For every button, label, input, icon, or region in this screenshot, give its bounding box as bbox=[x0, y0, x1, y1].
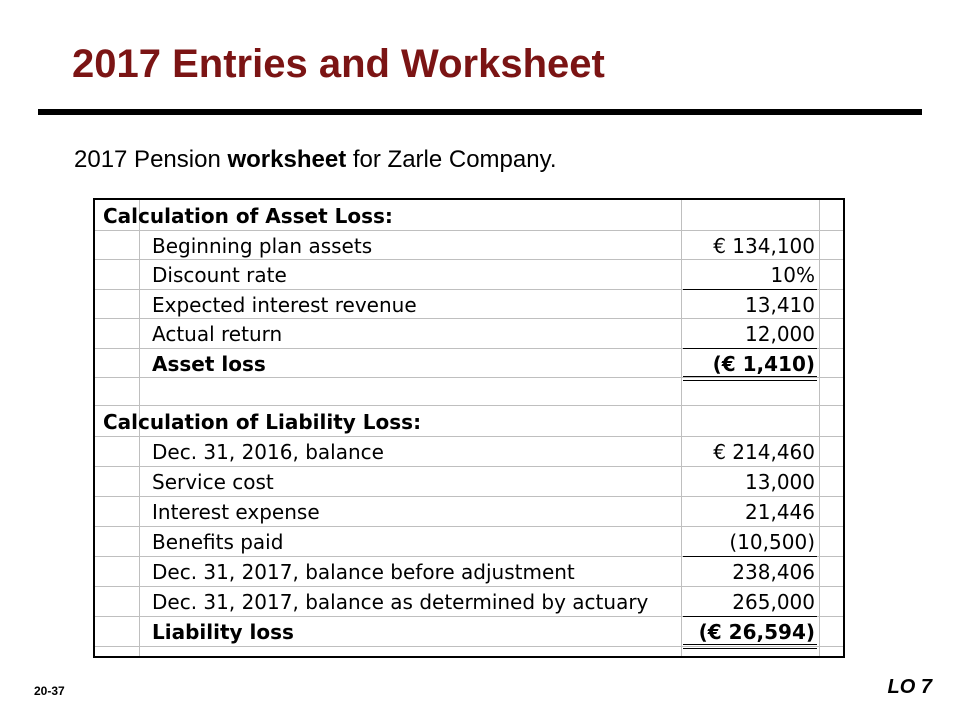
grid-row bbox=[95, 496, 843, 497]
asset-section-header: Calculation of Asset Loss: bbox=[103, 204, 393, 228]
liability-loss-label: Liability loss bbox=[152, 620, 294, 644]
liability-row-label: Service cost bbox=[152, 470, 274, 494]
grid-row bbox=[95, 318, 843, 319]
pension-worksheet bbox=[93, 198, 845, 658]
liability-row-value: 21,446 bbox=[745, 500, 815, 524]
asset-row-label: Beginning plan assets bbox=[152, 234, 373, 258]
liability-row-label: Dec. 31, 2016, balance bbox=[152, 440, 384, 464]
liability-row-label: Interest expense bbox=[152, 500, 320, 524]
asset-row-label: Actual return bbox=[152, 322, 283, 346]
liability-row-value: 265,000 bbox=[732, 590, 815, 614]
title-divider bbox=[38, 109, 922, 115]
asset-row-label: Expected interest revenue bbox=[152, 293, 417, 317]
liability-row-label: Dec. 31, 2017, balance as determined by actuary bbox=[152, 590, 649, 614]
slide-subtitle bbox=[74, 146, 556, 174]
liability-row-value: (10,500) bbox=[729, 530, 815, 554]
liability-section-header: Calculation of Liability Loss: bbox=[103, 410, 422, 434]
asset-loss-label: Asset loss bbox=[152, 352, 266, 376]
grid-col-c bbox=[819, 200, 820, 656]
underline-single bbox=[683, 348, 817, 349]
liability-row-value: 13,000 bbox=[745, 470, 815, 494]
subtitle-prefix: 2017 Pension bbox=[74, 146, 228, 173]
asset-loss-value: (€ 1,410) bbox=[712, 352, 815, 376]
underline-double bbox=[683, 644, 817, 649]
underline-single bbox=[683, 556, 817, 557]
asset-row-value: 10% bbox=[770, 263, 815, 287]
grid-row bbox=[95, 466, 843, 467]
underline-single bbox=[683, 616, 817, 617]
grid-row bbox=[95, 230, 843, 231]
liability-row-label: Benefits paid bbox=[152, 530, 284, 554]
page-number: 20-37 bbox=[34, 684, 65, 698]
liability-loss-value: (€ 26,594) bbox=[698, 620, 815, 644]
subtitle-bold: worksheet bbox=[227, 146, 347, 173]
underline-double bbox=[683, 376, 817, 381]
grid-row bbox=[95, 526, 843, 527]
asset-row-value: € 134,100 bbox=[713, 234, 815, 258]
grid-row bbox=[95, 586, 843, 587]
subtitle-suffix: for Zarle Company. bbox=[346, 146, 557, 173]
grid-row bbox=[95, 259, 843, 260]
liability-row-value: € 214,460 bbox=[713, 440, 815, 464]
liability-row-label: Dec. 31, 2017, balance before adjustment bbox=[152, 560, 575, 584]
learning-objective-tag: LO 7 bbox=[887, 676, 932, 698]
liability-row-value: 238,406 bbox=[732, 560, 815, 584]
asset-row-value: 12,000 bbox=[745, 322, 815, 346]
asset-row-value: 13,410 bbox=[745, 293, 815, 317]
underline-single bbox=[683, 289, 817, 290]
slide-title: 2017 Entries and Worksheet bbox=[72, 42, 605, 86]
grid-row bbox=[95, 436, 843, 437]
grid-row bbox=[95, 405, 843, 406]
asset-row-label: Discount rate bbox=[152, 263, 287, 287]
